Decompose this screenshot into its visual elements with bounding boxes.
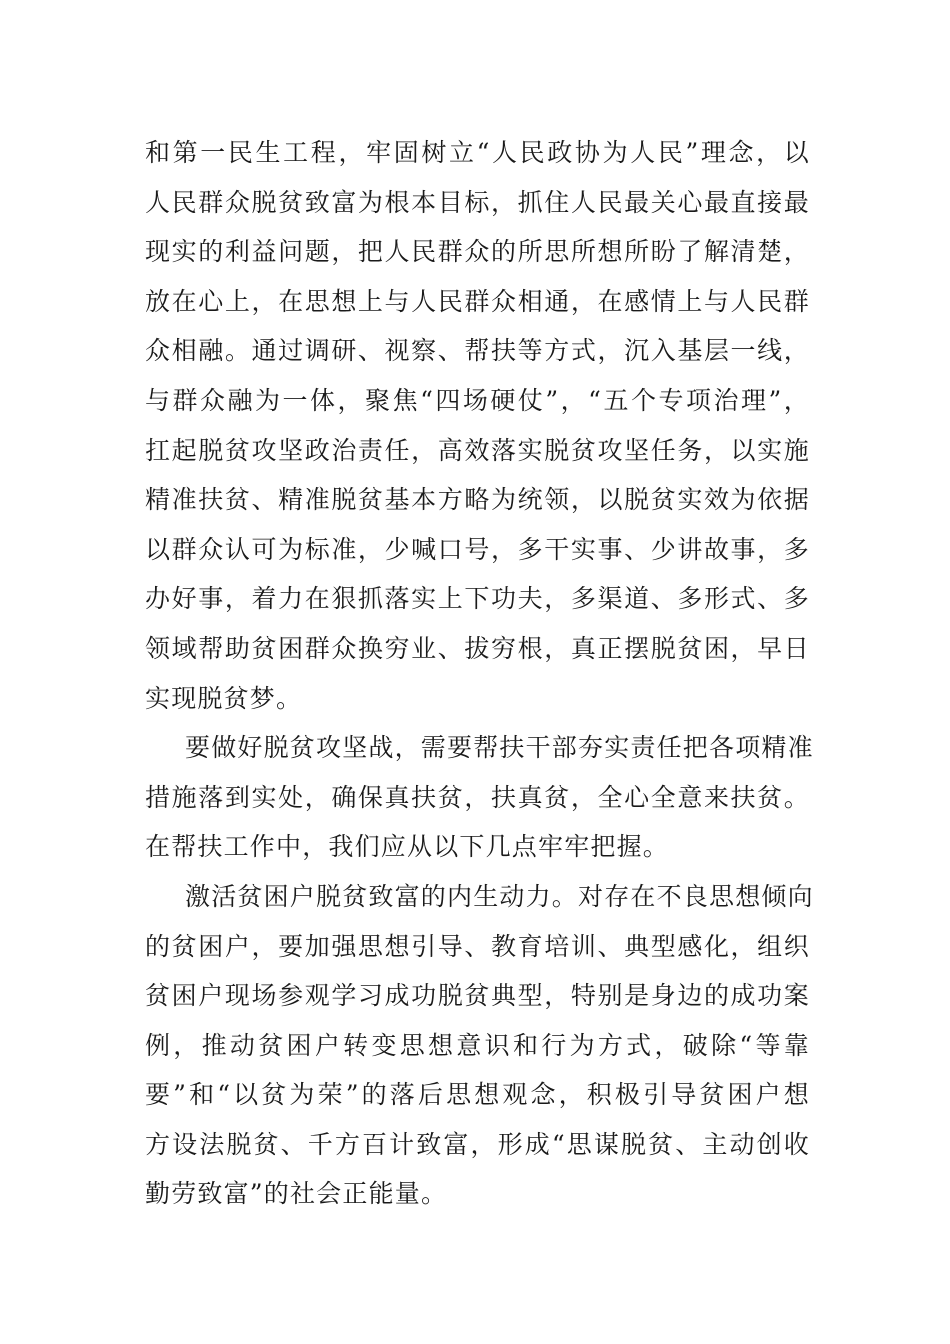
text-line: 和第一民生工程，牢固树立“人民政协为人民”理念，以	[145, 138, 810, 167]
text-line: 现实的利益问题，把人民群众的所思所想所盼了解清楚，	[145, 237, 810, 267]
text-line: 措施落到实处，确保真扶贫，扶真贫，全心全意来扶贫。	[145, 782, 810, 812]
text-line: 以群众认可为标准，少喊口号，多干实事、少讲故事，多	[145, 534, 810, 564]
text-line: 要做好脱贫攻坚战，需要帮扶干部夯实责任把各项精准	[185, 733, 814, 763]
text-line: 放在心上，在思想上与人民群众相通，在感情上与人民群	[145, 286, 810, 316]
body-text	[145, 128, 814, 1219]
text-line: 激活贫困户脱贫致富的内生动力。对存在不良思想倾向	[185, 881, 814, 911]
text-line: 实现脱贫梦。	[145, 683, 303, 713]
text-line: 的贫困户，要加强思想引导、教育培训、典型感化，组织	[145, 931, 810, 961]
text-line: 在帮扶工作中，我们应从以下几点牢牢把握。	[145, 832, 670, 862]
text-line: 办好事，着力在狠抓落实上下功夫，多渠道、多形式、多	[145, 584, 810, 614]
text-line: 贫困户现场参观学习成功脱贫典型，特别是身边的成功案	[145, 981, 810, 1011]
text-line: 领域帮助贫困群众换穷业、拔穷根，真正摆脱贫困，早日	[145, 633, 810, 663]
text-line: 扛起脱贫攻坚政治责任，高效落实脱贫攻坚任务，以实施	[145, 435, 810, 465]
text-line: 方设法脱贫、千方百计致富，形成“思谋脱贫、主动创收	[145, 1129, 810, 1159]
text-line: 例，推动贫困户转变思想意识和行为方式，破除“等靠	[145, 1030, 810, 1060]
text-line: 要”和“以贫为荣”的落后思想观念，积极引导贫困户想	[145, 1080, 810, 1110]
text-line: 勤劳致富”的社会正能量。	[145, 1179, 448, 1209]
text-line: 精准扶贫、精准脱贫基本方略为统领，以脱贫实效为依据	[145, 485, 810, 515]
text-line: 与群众融为一体，聚焦“四场硬仗”，“五个专项治理”，	[145, 385, 810, 415]
text-line: 众相融。通过调研、视察、帮扶等方式，沉入基层一线，	[145, 336, 810, 366]
text-line: 人民群众脱贫致富为根本目标，抓住人民最关心最直接最	[145, 187, 810, 217]
